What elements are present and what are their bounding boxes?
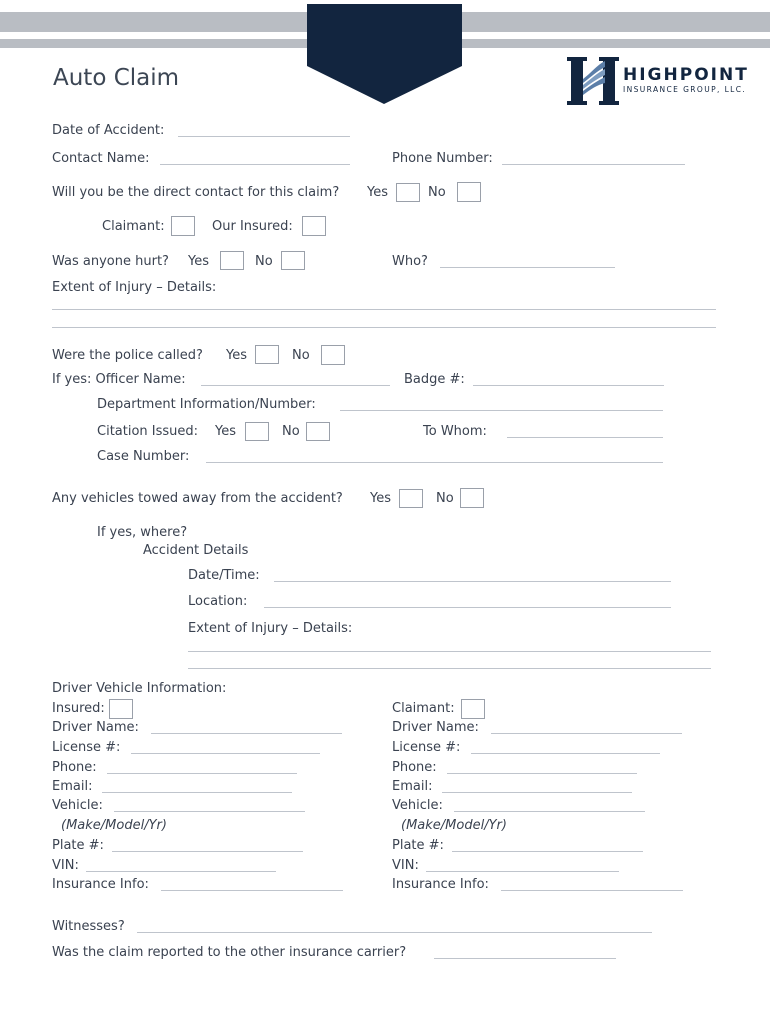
insured-make-model-hint: (Make/Model/Yr) [61, 818, 167, 833]
date-of-accident-label: Date of Accident: [52, 123, 165, 138]
accident-extent-field-2[interactable] [188, 668, 711, 669]
anyone-hurt-question: Was anyone hurt? [52, 254, 169, 269]
insured-vin-field[interactable] [86, 871, 276, 872]
police-called-question: Were the police called? [52, 348, 203, 363]
highpoint-h-emblem [565, 55, 623, 107]
badge-field[interactable] [473, 385, 664, 386]
direct-contact-no-label: No [428, 185, 446, 200]
extent-of-injury-field-1[interactable] [52, 309, 716, 310]
claimant-license-label: License #: [392, 740, 461, 755]
insured-license-field[interactable] [131, 753, 320, 754]
insured-label: Insured: [52, 701, 105, 716]
insured-driver-name-field[interactable] [151, 733, 342, 734]
citation-yes-label: Yes [215, 424, 236, 439]
direct-contact-yes-label: Yes [367, 185, 388, 200]
insured-email-field[interactable] [102, 792, 292, 793]
reported-other-carrier-field[interactable] [434, 958, 616, 959]
insured-license-label: License #: [52, 740, 121, 755]
badge-label: Badge #: [404, 372, 465, 387]
case-number-field[interactable] [206, 462, 663, 463]
contact-name-field[interactable] [160, 164, 350, 165]
towed-no-checkbox[interactable] [460, 488, 484, 508]
accident-details-heading: Accident Details [143, 543, 249, 558]
witnesses-field[interactable] [137, 932, 652, 933]
department-field[interactable] [340, 410, 663, 411]
towed-yes-checkbox[interactable] [399, 489, 423, 508]
page-title: Auto Claim [53, 65, 180, 91]
claimant-insurance-label: Insurance Info: [392, 877, 489, 892]
to-whom-field[interactable] [507, 437, 663, 438]
police-no-label: No [292, 348, 310, 363]
insured-driver-name-label: Driver Name: [52, 720, 139, 735]
insured-plate-field[interactable] [112, 851, 303, 852]
our-insured-checkbox[interactable] [302, 216, 326, 236]
header-banner [305, 4, 465, 106]
claimant-vin-label: VIN: [392, 858, 419, 873]
citation-no-label: No [282, 424, 300, 439]
claimant-email-label: Email: [392, 779, 433, 794]
anyone-hurt-yes-checkbox[interactable] [220, 251, 244, 270]
insured-vehicle-field[interactable] [114, 811, 305, 812]
driver-vehicle-info-heading: Driver Vehicle Information: [52, 681, 227, 696]
claimant-driver-label: Claimant: [392, 701, 455, 716]
who-label: Who? [392, 254, 428, 269]
towed-yes-label: Yes [370, 491, 391, 506]
extent-of-injury-label: Extent of Injury – Details: [52, 280, 217, 295]
police-yes-checkbox[interactable] [255, 345, 279, 364]
claimant-plate-field[interactable] [452, 851, 643, 852]
anyone-hurt-no-checkbox[interactable] [281, 251, 305, 270]
date-time-field[interactable] [274, 581, 671, 582]
company-logo [565, 55, 755, 107]
who-field[interactable] [440, 267, 615, 268]
direct-contact-no-checkbox[interactable] [457, 182, 481, 202]
if-yes-where-label: If yes, where? [97, 525, 188, 540]
citation-issued-label: Citation Issued: [97, 424, 199, 439]
department-label: Department Information/Number: [97, 397, 316, 412]
claimant-checkbox[interactable] [171, 216, 195, 236]
insured-plate-label: Plate #: [52, 838, 104, 853]
citation-no-checkbox[interactable] [306, 422, 330, 441]
insured-phone-label: Phone: [52, 760, 97, 775]
witnesses-label: Witnesses? [52, 919, 125, 934]
claimant-vehicle-label: Vehicle: [392, 798, 443, 813]
direct-contact-question: Will you be the direct contact for this claim? [52, 185, 340, 200]
claimant-insurance-field[interactable] [501, 890, 683, 891]
insured-phone-field[interactable] [107, 773, 297, 774]
to-whom-label: To Whom: [423, 424, 487, 439]
location-label: Location: [188, 594, 248, 609]
case-number-label: Case Number: [97, 449, 190, 464]
claimant-vehicle-field[interactable] [454, 811, 645, 812]
contact-name-label: Contact Name: [52, 151, 150, 166]
claimant-vin-field[interactable] [426, 871, 619, 872]
claimant-driver-name-label: Driver Name: [392, 720, 479, 735]
logo-name: HIGHPOINT [623, 65, 749, 85]
phone-number-label: Phone Number: [392, 151, 493, 166]
reported-other-carrier-question: Was the claim reported to the other insurance carrier? [52, 945, 407, 960]
anyone-hurt-yes-label: Yes [188, 254, 209, 269]
insured-checkbox[interactable] [109, 699, 133, 719]
officer-name-label: If yes: Officer Name: [52, 372, 186, 387]
insured-insurance-field[interactable] [161, 890, 343, 891]
location-field[interactable] [264, 607, 671, 608]
accident-extent-field-1[interactable] [188, 651, 711, 652]
claimant-email-field[interactable] [442, 792, 632, 793]
claimant-driver-name-field[interactable] [491, 733, 682, 734]
towed-no-label: No [436, 491, 454, 506]
extent-of-injury-field-2[interactable] [52, 327, 716, 328]
date-time-label: Date/Time: [188, 568, 260, 583]
towed-question: Any vehicles towed away from the accident? [52, 491, 343, 506]
anyone-hurt-no-label: No [255, 254, 273, 269]
citation-yes-checkbox[interactable] [245, 422, 269, 441]
claimant-make-model-hint: (Make/Model/Yr) [401, 818, 507, 833]
claimant-driver-checkbox[interactable] [461, 699, 485, 719]
insured-vin-label: VIN: [52, 858, 79, 873]
direct-contact-yes-checkbox[interactable] [396, 183, 420, 202]
insured-vehicle-label: Vehicle: [52, 798, 103, 813]
officer-name-field[interactable] [201, 385, 390, 386]
claimant-label: Claimant: [102, 219, 165, 234]
insured-email-label: Email: [52, 779, 93, 794]
claimant-license-field[interactable] [471, 753, 660, 754]
our-insured-label: Our Insured: [212, 219, 293, 234]
claimant-phone-label: Phone: [392, 760, 437, 775]
police-no-checkbox[interactable] [321, 345, 345, 365]
logo-subtitle: INSURANCE GROUP, LLC. [623, 85, 747, 94]
date-of-accident-field[interactable] [178, 136, 350, 137]
police-yes-label: Yes [226, 348, 247, 363]
claimant-plate-label: Plate #: [392, 838, 444, 853]
insured-insurance-label: Insurance Info: [52, 877, 149, 892]
phone-number-field[interactable] [502, 164, 685, 165]
accident-extent-label: Extent of Injury – Details: [188, 621, 353, 636]
claimant-phone-field[interactable] [447, 773, 637, 774]
